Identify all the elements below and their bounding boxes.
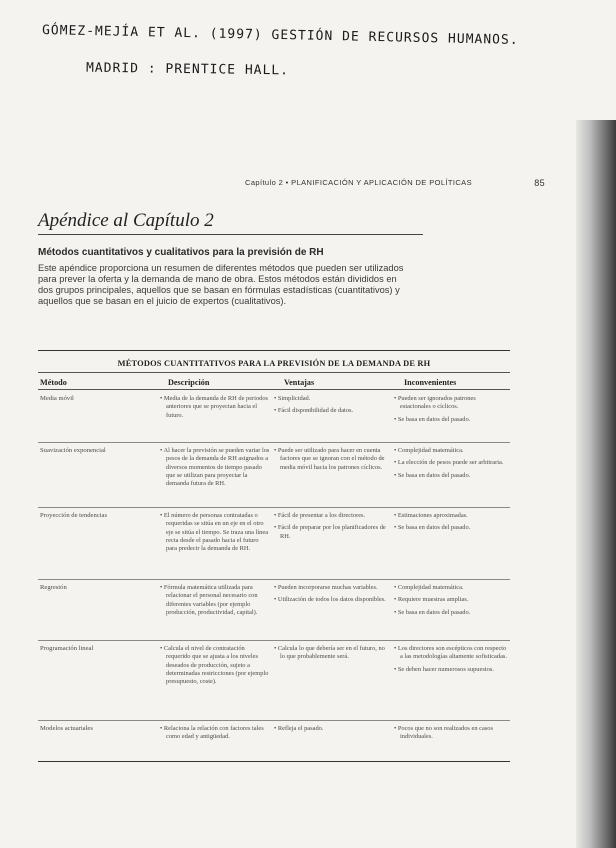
- cell-metodo: Modelos actuariales: [40, 725, 93, 732]
- bullet-item: • Estimaciones aproximadas.: [394, 512, 508, 520]
- bullet-item: • Pueden ser ignorados patrones estacionales o cíclicos.: [394, 395, 508, 412]
- methods-table: [38, 350, 510, 762]
- table-row: [38, 641, 510, 721]
- section-subtitle: Métodos cuantitativos y cualitativos para la previsión de RH: [38, 247, 324, 258]
- cell-metodo: Regresión: [40, 584, 67, 591]
- header-descripcion: Descripción: [168, 378, 210, 387]
- bullet-item: • Calcula lo que debería ser en el futuro, no lo que probablemente será.: [274, 645, 390, 662]
- bullet-item: • Complejidad matemática.: [394, 584, 508, 592]
- bullet-item: • Complejidad matemática.: [394, 447, 508, 455]
- intro-paragraph: Este apéndice proporciona un resumen de diferentes métodos que pueden ser utilizados para prever la oferta y la demanda de mano de obra. Estos métodos están divididos en dos grupos principales, aquellos que se basan en fórmulas estadísticas (cuantitativos) y aquellos que se basan en el juicio de expertos (cualitativos).: [38, 263, 404, 306]
- cell-descripcion: [160, 645, 270, 690]
- table-row: [38, 391, 510, 443]
- cell-inconvenientes: [394, 725, 508, 746]
- handwritten-citation-line2: MADRID : PRENTICE HALL.: [85, 60, 290, 79]
- bullet-item: • Relaciona la relación con factores tales como edad y antigüedad.: [160, 725, 270, 742]
- scan-shadow-edge: [576, 120, 616, 848]
- header-rule: [38, 389, 510, 390]
- bullet-item: • La elección de pesos puede ser arbitraria.: [394, 459, 508, 467]
- cell-descripcion: [160, 512, 270, 557]
- cell-metodo: Media móvil: [40, 395, 74, 402]
- table-row: [38, 721, 510, 763]
- bullet-item: • Utilización de todos los datos disponibles.: [274, 596, 390, 604]
- bullet-item: • Calcula el nivel de contratación requerido que se ajusta a los niveles deseados de producción, sujeto a determinadas restricciones (por ejemplo presupuesto, coste).: [160, 645, 270, 686]
- cell-inconvenientes: [394, 584, 508, 621]
- cell-inconvenientes: [394, 512, 508, 537]
- bullet-item: • Fácil disponibilidad de datos.: [274, 407, 390, 415]
- cell-ventajas: [274, 645, 390, 666]
- bullet-item: • Se basa en datos del pasado.: [394, 416, 508, 424]
- cell-ventajas: [274, 447, 390, 476]
- handwritten-citation-line1: GÓMEZ-MEJÍA ET AL. (1997) GESTIÓN DE RECURSOS HUMANOS.: [41, 23, 519, 48]
- cell-ventajas: [274, 512, 390, 545]
- cell-metodo: Suavización exponencial: [40, 447, 106, 454]
- cell-inconvenientes: [394, 447, 508, 484]
- cell-inconvenientes: [394, 645, 508, 678]
- running-head: [245, 178, 545, 187]
- cell-metodo: Programación lineal: [40, 645, 94, 652]
- bullet-item: • Se basa en datos del pasado.: [394, 609, 508, 617]
- bullet-item: • Los directores son escépticos con respecto a las metodologías altamente sofisticadas.: [394, 645, 508, 662]
- bullet-item: • Fácil de presentar a los directores.: [274, 512, 390, 520]
- bullet-item: • Al hacer la previsión se pueden variar los pesos de la demanda de RH asignados a diversos momentos de tiempo pasado que se utilizan para proyectar la demanda futura de RH.: [160, 447, 270, 488]
- header-inconvenientes: Inconvenientes: [404, 378, 457, 387]
- running-head-text: Capítulo 2 • PLANIFICACIÓN Y APLICACIÓN DE POLÍTICAS: [245, 178, 472, 187]
- bullet-item: • Pueden incorporarse muchas variables.: [274, 584, 390, 592]
- page-number: 85: [534, 178, 545, 188]
- cell-inconvenientes: [394, 395, 508, 428]
- header-ventajas: Ventajas: [284, 378, 315, 387]
- cell-ventajas: [274, 725, 390, 737]
- appendix-title: Apéndice al Capítulo 2: [38, 210, 214, 231]
- table-row: [38, 580, 510, 641]
- bullet-item: • Simplicidad.: [274, 395, 390, 403]
- table-title-rule: [38, 372, 510, 373]
- bullet-item: • Puede ser utilizado para hacer en cuenta factores que se ignoran con el método de media móvil hacia los patrones cíclicos.: [274, 447, 390, 472]
- cell-descripcion: [160, 584, 270, 621]
- bullet-item: • Refleja el pasado.: [274, 725, 390, 733]
- cell-descripcion: [160, 395, 270, 424]
- bullet-item: • Se deben hacer numerosos supuestos.: [394, 666, 508, 674]
- title-rule: [38, 234, 423, 235]
- bullet-item: • Media de la demanda de RH de periodos anteriores que se proyectan hacia el futuro.: [160, 395, 270, 420]
- bullet-item: • Se basa en datos del pasado.: [394, 472, 508, 480]
- bullet-item: • Fácil de preparar por los planificadores de RH.: [274, 524, 390, 541]
- book-page: [30, 120, 576, 848]
- cell-ventajas: [274, 584, 390, 609]
- table-row: [38, 443, 510, 508]
- header-metodo: Método: [40, 378, 67, 387]
- bullet-item: • Se basa en datos del pasado.: [394, 524, 508, 532]
- table-row: [38, 508, 510, 580]
- bullet-item: • Pocos que no son realizados en casos individuales.: [394, 725, 508, 742]
- bullet-item: • El número de personas contratadas o requeridas se sitúa en un eje en el otro eje se sitúa el tiempo. Se traza una línea recta desde el pasado hacia el futuro para predecir la demanda de RH.: [160, 512, 270, 553]
- cell-descripcion: [160, 447, 270, 492]
- cell-metodo: Proyección de tendencias: [40, 512, 108, 519]
- cell-ventajas: [274, 395, 390, 420]
- cell-descripcion: [160, 725, 270, 746]
- table-title: MÉTODOS CUANTITATIVOS PARA LA PREVISIÓN DE LA DEMANDA DE RH: [117, 359, 431, 368]
- bullet-item: • Fórmula matemática utilizada para relacionar el personal necesario con diferentes variables (por ejemplo producción, productividad, capital).: [160, 584, 270, 617]
- bullet-item: • Requiere muestras amplias.: [394, 596, 508, 604]
